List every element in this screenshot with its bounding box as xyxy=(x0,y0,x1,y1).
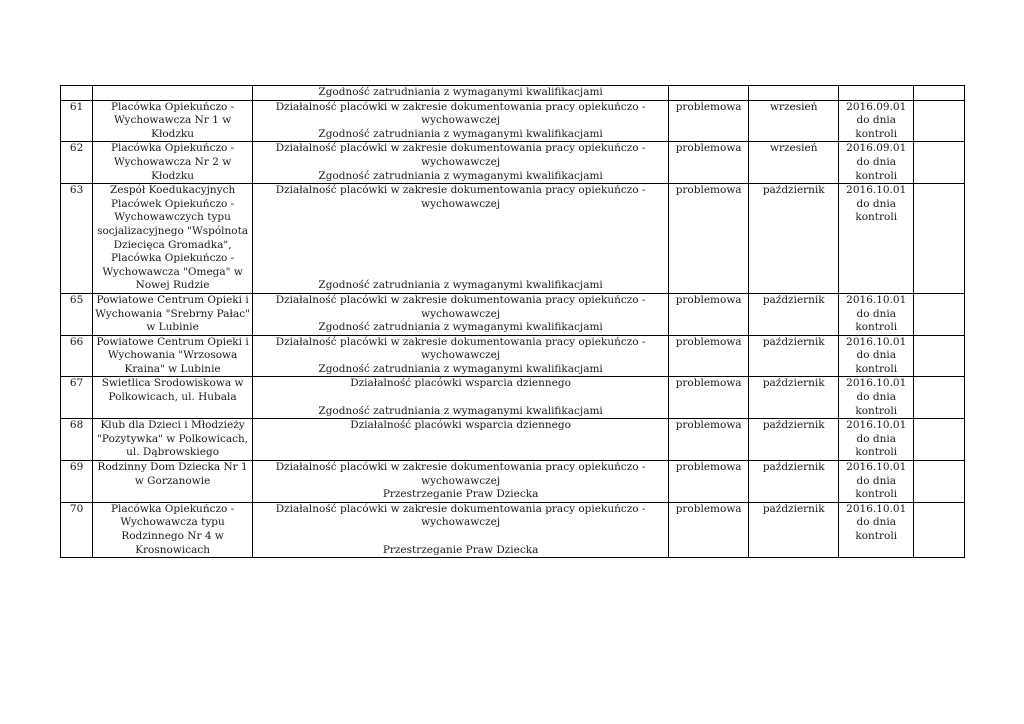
institution-line: Placówka Opiekuńczo - xyxy=(110,252,235,265)
date-line: kontroli xyxy=(855,404,898,417)
date-line: do dnia xyxy=(856,307,896,320)
institution-line: Klub dla Dzieci i Młodzieży xyxy=(100,419,245,432)
date-line: do dnia xyxy=(856,391,896,404)
cell-scope xyxy=(253,293,669,335)
inspection-type: problemowa xyxy=(675,293,742,306)
cell-institution xyxy=(93,377,253,419)
inspection-type: problemowa xyxy=(675,461,742,474)
cell-type xyxy=(669,335,749,377)
scope-line: Zgodność zatrudniania z wymaganymi kwalifikacjami xyxy=(318,404,603,417)
institution-line: Wychowawcza "Omega" w xyxy=(102,265,243,278)
institution-line: Placówek Opiekuńczo - xyxy=(110,197,235,210)
inspection-month: październik xyxy=(762,335,825,348)
inspection-type: problemowa xyxy=(675,142,742,155)
cell-month xyxy=(749,335,839,377)
institution-line: Placówka Opiekuńczo - xyxy=(110,100,235,113)
cell-empty xyxy=(914,419,965,461)
inspection-month: październik xyxy=(762,502,825,515)
institution-line: Zespół Koedukacyjnych xyxy=(109,184,236,197)
cell-number xyxy=(61,100,93,142)
cell-institution xyxy=(93,142,253,184)
scope-line: Przestrzeganie Praw Dziecka xyxy=(382,488,539,501)
institution-line: Świetlica Środowiskowa w xyxy=(101,377,244,390)
cell-date xyxy=(839,419,914,461)
inspection-month: październik xyxy=(762,293,825,306)
scope-line: wychowawczej xyxy=(421,474,501,487)
scope-line: Zgodność zatrudniania z wymaganymi kwalifikacjami xyxy=(318,127,603,140)
inspection-type: problemowa xyxy=(675,502,742,515)
scope-line: wychowawczej xyxy=(421,114,501,127)
institution-line: Kłodzku xyxy=(151,169,195,182)
date-line: kontroli xyxy=(855,169,898,182)
cell-empty xyxy=(914,377,965,419)
cell-month xyxy=(749,502,839,557)
cell-number xyxy=(61,461,93,503)
table-row xyxy=(61,86,965,101)
cell-scope xyxy=(253,100,669,142)
inspection-month: październik xyxy=(762,377,825,390)
cell-empty xyxy=(914,461,965,503)
institution-line: Wychowania "Wrzosowa xyxy=(107,349,238,362)
cell-month xyxy=(749,377,839,419)
scope-line: wychowawczej xyxy=(421,349,501,362)
table-row xyxy=(61,461,965,503)
scope-line: wychowawczej xyxy=(421,516,501,529)
cell-scope xyxy=(253,419,669,461)
institution-line: Powiatowe Centrum Opieki i xyxy=(96,335,249,348)
institution-line: Wychowawcza Nr 2 w xyxy=(113,155,232,168)
inspection-type: problemowa xyxy=(675,335,742,348)
scope-line: Zgodność zatrudniania z wymaganymi kwalifikacjami xyxy=(318,86,603,98)
cell-date xyxy=(839,100,914,142)
scope-line: Działalność placówki w zakresie dokumentowania pracy opiekuńczo - xyxy=(275,461,646,474)
scope-line: Zgodność zatrudniania z wymaganymi kwalifikacjami xyxy=(318,169,603,182)
institution-line: "Pozytywka" w Polkowicach, xyxy=(97,432,249,445)
cell-scope xyxy=(253,142,669,184)
date-line: kontroli xyxy=(855,211,898,224)
cell-type xyxy=(669,461,749,503)
cell-month xyxy=(749,142,839,184)
cell-month xyxy=(749,461,839,503)
date-line: 2016.10.01 xyxy=(846,502,907,515)
cell-date xyxy=(839,184,914,294)
table-row xyxy=(61,100,965,142)
cell-type xyxy=(669,293,749,335)
institution-line: Placówka Opiekuńczo - xyxy=(110,502,235,515)
cell-type xyxy=(669,419,749,461)
scope-line: Działalność placówki w zakresie dokumentowania pracy opiekuńczo - xyxy=(275,293,646,306)
date-line: 2016.09.01 xyxy=(846,142,907,155)
cell-scope xyxy=(253,461,669,503)
table-row xyxy=(61,502,965,557)
date-line: kontroli xyxy=(855,446,898,459)
cell-empty xyxy=(914,100,965,142)
scope-line: Zgodność zatrudniania z wymaganymi kwalifikacjami xyxy=(318,362,603,375)
table-row xyxy=(61,419,965,461)
table-row xyxy=(61,293,965,335)
scope-line: Działalność placówki w zakresie dokumentowania pracy opiekuńczo - xyxy=(275,335,646,348)
cell-date xyxy=(839,293,914,335)
cell-institution xyxy=(93,293,253,335)
date-line: do dnia xyxy=(856,432,896,445)
cell-number xyxy=(61,184,93,294)
scope-line: Działalność placówki wsparcia dziennego xyxy=(350,377,571,390)
date-line: 2016.10.01 xyxy=(846,377,907,390)
institution-line: Polkowicach, ul. Hubala xyxy=(108,391,237,404)
row-number: 68 xyxy=(69,419,84,432)
cell-institution xyxy=(93,502,253,557)
cell-date xyxy=(839,86,914,101)
cell-number xyxy=(61,142,93,184)
institution-line: Kłodzku xyxy=(151,127,195,140)
cell-empty xyxy=(914,293,965,335)
scope-line: wychowawczej xyxy=(421,307,501,320)
cell-empty xyxy=(914,335,965,377)
cell-scope xyxy=(253,335,669,377)
cell-institution xyxy=(93,100,253,142)
cell-type xyxy=(669,100,749,142)
table-row xyxy=(61,335,965,377)
inspection-month: wrzesień xyxy=(769,100,818,113)
institution-line: Dziecięca Gromadka", xyxy=(113,238,232,251)
row-number: 66 xyxy=(69,335,84,348)
cell-date xyxy=(839,502,914,557)
scope-line: Działalność placówki w zakresie dokumentowania pracy opiekuńczo - xyxy=(275,142,646,155)
cell-date xyxy=(839,461,914,503)
cell-number xyxy=(61,335,93,377)
cell-type xyxy=(669,86,749,101)
institution-line: Rodzinny Dom Dziecka Nr 1 xyxy=(97,461,248,474)
cell-empty xyxy=(914,184,965,294)
cell-date xyxy=(839,142,914,184)
cell-empty xyxy=(914,502,965,557)
row-number: 61 xyxy=(69,100,84,113)
date-line: do dnia xyxy=(856,197,896,210)
institution-line: Wychowawcza Nr 1 w xyxy=(113,114,232,127)
scope-line: Działalność placówki w zakresie dokumentowania pracy opiekuńczo - xyxy=(275,100,646,113)
inspection-type: problemowa xyxy=(675,184,742,197)
row-number: 70 xyxy=(69,502,84,515)
institution-line: w Lubinie xyxy=(146,321,199,334)
cell-institution xyxy=(93,86,253,101)
cell-empty xyxy=(914,142,965,184)
scope-line: Działalność placówki w zakresie dokumentowania pracy opiekuńczo - xyxy=(275,184,646,197)
institution-line: Rodzinnego Nr 4 w xyxy=(121,530,224,542)
row-number: 65 xyxy=(69,293,84,306)
institution-line: w Gorzanowie xyxy=(134,474,211,487)
inspection-month: październik xyxy=(762,184,825,197)
institution-line: Krosnowicach xyxy=(135,543,210,556)
inspection-type: problemowa xyxy=(675,419,742,432)
cell-empty xyxy=(914,86,965,101)
scope-line: Działalność placówki wsparcia dziennego xyxy=(350,419,571,432)
cell-type xyxy=(669,502,749,557)
institution-line: socjalizacyjnego "Wspólnota xyxy=(97,224,249,237)
cell-scope xyxy=(253,502,669,557)
cell-month xyxy=(749,100,839,142)
cell-type xyxy=(669,142,749,184)
inspection-schedule-table xyxy=(60,85,965,558)
document-page xyxy=(60,85,965,558)
institution-line: Powiatowe Centrum Opieki i xyxy=(96,293,249,306)
date-line: do dnia xyxy=(856,155,896,168)
row-number: 67 xyxy=(69,377,84,390)
cell-month xyxy=(749,419,839,461)
date-line: 2016.10.01 xyxy=(846,293,907,306)
cell-institution xyxy=(93,461,253,503)
row-number: 63 xyxy=(69,184,84,197)
institution-line: Placówka Opiekuńczo - xyxy=(110,142,235,155)
cell-month xyxy=(749,184,839,294)
inspection-month: październik xyxy=(762,419,825,432)
date-line: kontroli xyxy=(855,321,898,334)
date-line: do dnia xyxy=(856,114,896,127)
inspection-type: problemowa xyxy=(675,100,742,113)
cell-scope xyxy=(253,184,669,294)
cell-scope xyxy=(253,86,669,101)
cell-type xyxy=(669,377,749,419)
institution-line: Wychowania "Srebrny Pałac" xyxy=(95,307,250,320)
cell-number xyxy=(61,86,93,101)
row-number: 69 xyxy=(69,461,84,474)
cell-institution xyxy=(93,184,253,294)
table-row xyxy=(61,377,965,419)
cell-number xyxy=(61,419,93,461)
cell-date xyxy=(839,377,914,419)
date-line: do dnia xyxy=(856,474,896,487)
scope-line: Przestrzeganie Praw Dziecka xyxy=(382,543,539,556)
cell-type xyxy=(669,184,749,294)
date-line: kontroli xyxy=(855,530,898,542)
scope-line: Działalność placówki w zakresie dokumentowania pracy opiekuńczo - xyxy=(275,502,646,515)
date-line: 2016.10.01 xyxy=(846,419,907,432)
date-line: 2016.10.01 xyxy=(846,335,907,348)
cell-number xyxy=(61,502,93,557)
date-line: 2016.09.01 xyxy=(846,100,907,113)
cell-scope xyxy=(253,377,669,419)
inspection-month: październik xyxy=(762,461,825,474)
cell-month xyxy=(749,86,839,101)
inspection-type: problemowa xyxy=(675,377,742,390)
cell-institution xyxy=(93,419,253,461)
date-line: 2016.10.01 xyxy=(846,184,907,197)
institution-line: Nowej Rudzie xyxy=(135,279,210,292)
date-line: do dnia xyxy=(856,516,896,529)
institution-line: ul. Dąbrowskiego xyxy=(126,446,220,459)
institution-line: Wychowawczych typu xyxy=(114,211,231,224)
table-row xyxy=(61,184,965,294)
inspection-month: wrzesień xyxy=(769,142,818,155)
scope-line: wychowawczej xyxy=(421,197,501,210)
scope-line: Zgodność zatrudniania z wymaganymi kwalifikacjami xyxy=(318,321,603,334)
cell-month xyxy=(749,293,839,335)
scope-line: wychowawczej xyxy=(421,155,501,168)
date-line: do dnia xyxy=(856,349,896,362)
cell-number xyxy=(61,293,93,335)
row-number: 62 xyxy=(69,142,84,155)
institution-line: Wychowawcza typu xyxy=(120,516,225,529)
institution-line: Kraina" w Lubinie xyxy=(124,362,221,375)
date-line: kontroli xyxy=(855,488,898,501)
date-line: kontroli xyxy=(855,362,898,375)
date-line: 2016.10.01 xyxy=(846,461,907,474)
cell-institution xyxy=(93,335,253,377)
cell-date xyxy=(839,335,914,377)
date-line: kontroli xyxy=(855,127,898,140)
cell-number xyxy=(61,377,93,419)
table-row xyxy=(61,142,965,184)
scope-line: Zgodność zatrudniania z wymaganymi kwalifikacjami xyxy=(318,279,603,292)
